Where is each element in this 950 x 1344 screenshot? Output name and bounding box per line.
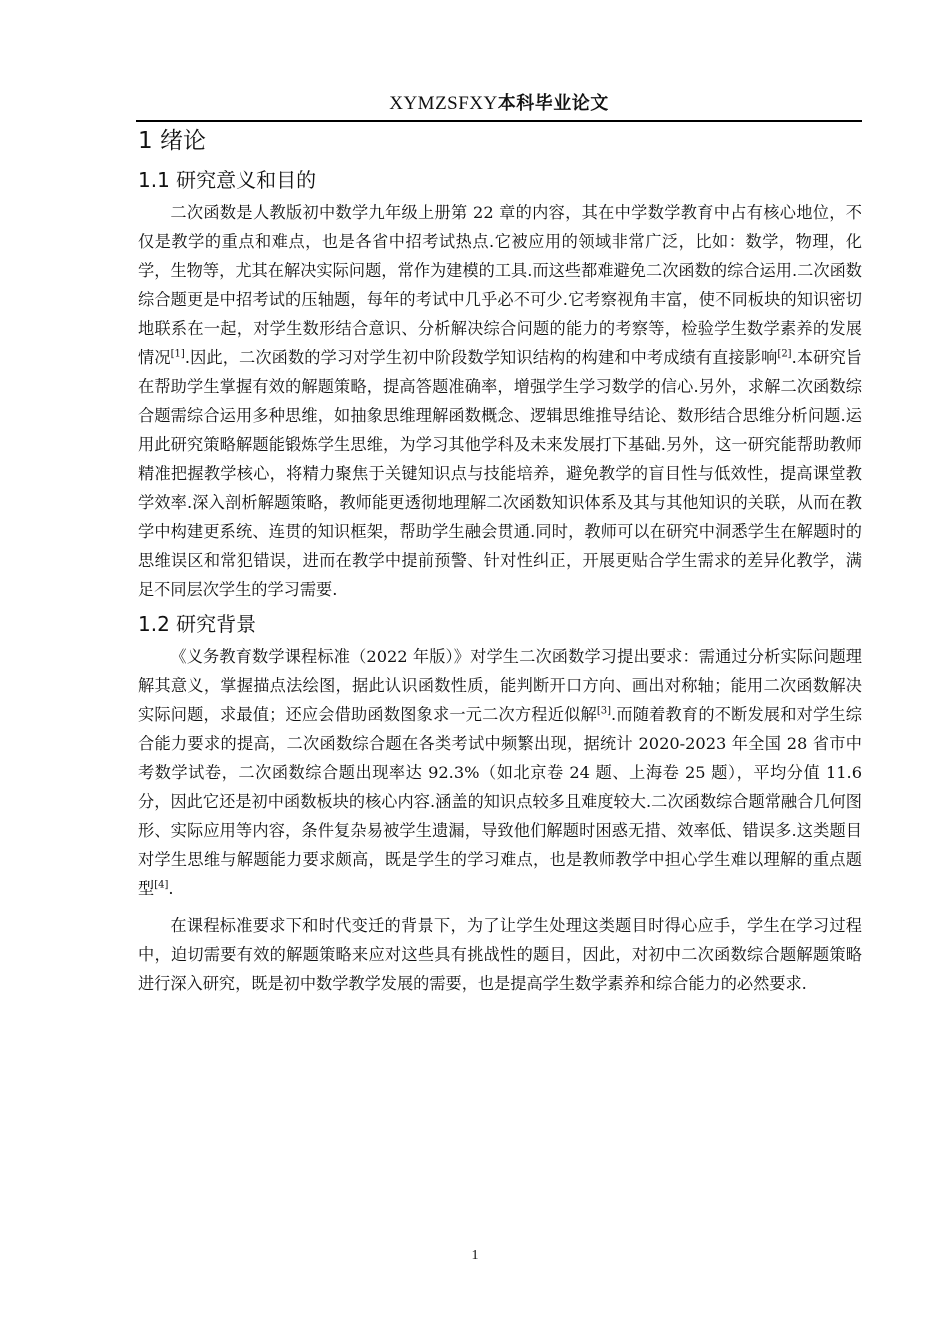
paragraph-text: 二次函数是人教版初中数学九年级上册第 22 章的内容，其在中学数学教育中占有核心地位，不仅是教学的重点和难点，也是各省中招考试热点.它被应用的领域非常广泛，比如：数学，物理，化学，生物等，尤其在解决实际问题，常作为建模的工具.而这些都难避免二次函数的综合运用.二次函数综合题更是中招考试的压轴题，每年的考试中几乎必不可少.它考察视角丰富，使不同板块的知识密切地联系在一起，对学生数形结合意识、分析解决综合问题的能力的考察等，检验学生数学素养的发展情况 [138,203,862,367]
main-content [138,126,862,998]
header-university-abbr: XYMZSFXY [389,93,498,114]
citation-ref-2: [2] [777,348,792,360]
header-thesis-label: 本科毕业论文 [497,93,609,114]
citation-ref-4: [4] [154,879,169,891]
section-1-1-title: 1.1 研究意义和目的 [138,168,317,192]
running-header [138,90,860,117]
paragraph-text: 《义务教育数学课程标准（2022 年版）》对学生二次函数学习提出要求：需通过分析实际问题理解其意义，掌握描点法绘图，据此认识函数性质，能判断开口方向、画出对称轴；能用二次函数解决实际问题，求最值；还应会借助函数图象求一元二次方程近似解 [138,647,862,724]
section-1-2-paragraph-2: 在课程标准要求下和时代变迁的背景下，为了让学生处理这类题目时得心应手，学生在学习过程中，迫切需要有效的解题策略来应对这些具有挑战性的题目，因此，对初中二次函数综合题解题策略进行深入研究，既是初中数学教学发展的需要，也是提高学生数学素养和综合能力的必然要求. [138,916,862,993]
citation-ref-3: [3] [596,705,612,717]
paragraph-text: .因此，二次函数的学习对学生初中阶段数学知识结构的构建和中考成绩有直接影响 [184,348,778,367]
section-1-2-paragraph-1 [138,642,862,903]
paragraph-text: .而随着教育的不断发展和对学生综合能力要求的提高，二次函数综合题在各类考试中频繁出现，据统计 2020-2023 年全国 28 省市中考数学试卷，二次函数综合题出现率达 92.3%（如北京卷 24 题、上海卷 25 题），平均分值 11.6 分，因此它还是初中函数板块的核心内容.涵盖的知识点较多且难度较大.二次函数综合题常融合几何图形、实际应用等内容，条件复杂易被学生遗漏，导致他们解题时困惑无措、效率低、错误多.这类题目对学生思维与解题能力要求颇高，既是学生的学习难点，也是教师教学中担心学生难以理解的重点题型 [138,705,862,898]
citation-ref-1: [1] [170,348,185,360]
paragraph-text: .本研究旨在帮助学生掌握有效的解题策略，提高答题准确率，增强学生学习数学的信心.另外，求解二次函数综合题需综合运用多种思维，如抽象思维理解函数概念、逻辑思维推导结论、数形结合思维分析问题.运用此研究策略解题能锻炼学生思维，为学习其他学科及未来发展打下基础.另外，这一研究能帮助教师精准把握教学核心，将精力聚焦于关键知识点与技能培养，避免教学的盲目性与低效性，提高课堂教学效率.深入剖析解题策略，教师能更透彻地理解二次函数知识体系及其与其他知识的关联，从而在教学中构建更系统、连贯的知识框架，帮助学生融会贯通.同时，教师可以在研究中洞悉学生在解题时的思维误区和常犯错误，进而在教学中提前预警、针对性纠正，开展更贴合学生需求的差异化教学，满足不同层次学生的学习需要. [138,348,862,599]
paragraph-text: . [168,879,174,898]
page-number: 1 [471,1248,479,1263]
chapter-title: 1 绪论 [138,128,206,154]
header-divider [136,120,862,122]
section-1-2-title: 1.2 研究背景 [138,612,257,636]
section-1-1-paragraph [138,198,862,604]
